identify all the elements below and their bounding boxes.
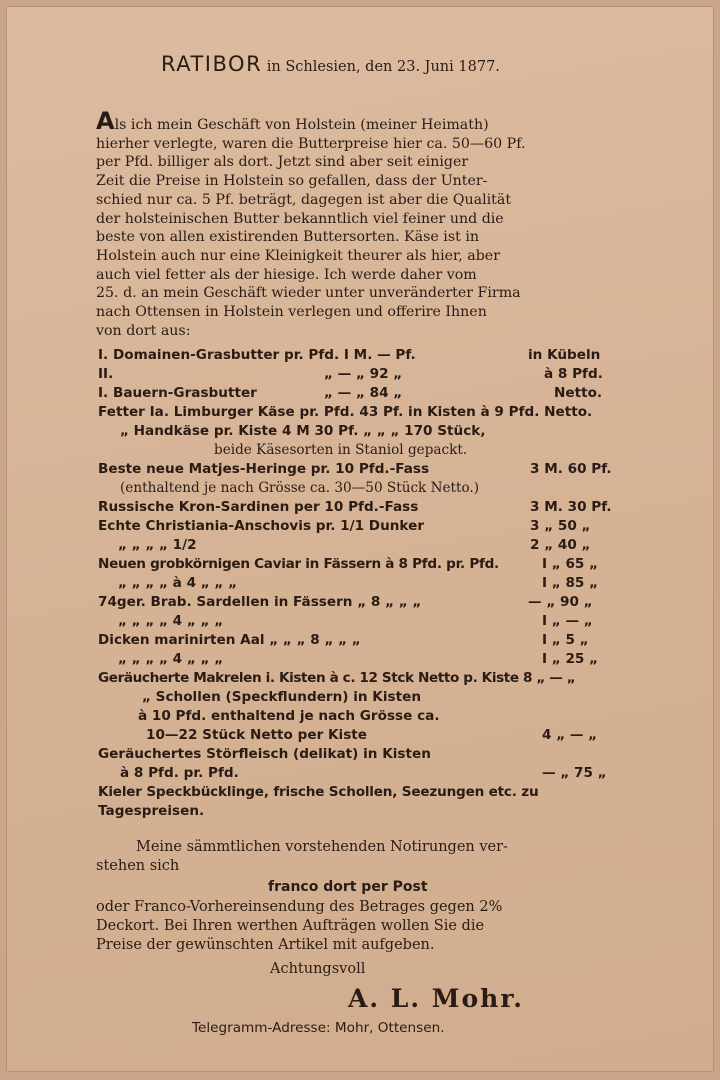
price-label: Geräucherte Makrelen i. Kisten à c. 12 Stck Netto p. Kiste 8 „ — „	[98, 670, 576, 686]
price-value: 3 M. 30 Pf.	[530, 499, 612, 515]
intro-line: nach Ottensen in Holstein verlegen und offerire Ihnen	[96, 304, 487, 321]
price-label: Russische Kron-Sardinen per 10 Pfd.-Fass	[98, 499, 419, 515]
intro-line: der holsteinischen Butter bekanntlich viel feiner und die	[96, 210, 504, 227]
signature: A. L. Mohr.	[348, 984, 524, 1013]
price-row	[94, 365, 624, 384]
price-label: Neuen grobkörnigen Caviar in Fässern à 8 Pfd. pr. Pfd.	[98, 556, 499, 572]
price-note: (enthaltend je nach Grösse ca. 30—50 Stück Netto.)	[120, 480, 480, 496]
price-value: 4 „ — „	[542, 727, 598, 743]
price-label: à 10 Pfd. enthaltend je nach Grösse ca.	[138, 708, 440, 724]
price-value: „ — „ 84 „	[324, 385, 403, 401]
intro-line: Zeit die Preise in Holstein so gefallen, dass der Unter-	[96, 173, 488, 190]
intro-line: schied nur ca. 5 Pf. beträgt, dagegen ist aber die Qualität	[96, 191, 512, 208]
price-label: 74ger. Brab. Sardellen in Fässern „ 8 „ „ „	[98, 594, 422, 610]
price-note: à 8 Pfd.	[544, 366, 603, 382]
intro-paragraph	[96, 107, 618, 340]
price-label: Kieler Speckbücklinge, frische Schollen, Seezungen etc. zu	[98, 784, 539, 800]
price-label: „ „ „ „ à 4 „ „ „	[118, 575, 238, 591]
price-label: „ „ „ „ 1/2	[118, 537, 197, 553]
price-value: I „ 85 „	[542, 575, 599, 591]
price-label: II.	[98, 366, 114, 382]
price-row	[94, 403, 624, 422]
price-label: Beste neue Matjes-Heringe pr. 10 Pfd.-Fass	[98, 461, 430, 477]
price-value: I „ 25 „	[542, 651, 599, 667]
price-note-row	[94, 479, 624, 498]
price-row	[94, 783, 624, 802]
price-label: Geräuchertes Störfleisch (delikat) in Kisten	[98, 746, 431, 762]
price-label: I. Domainen-Grasbutter pr. Pfd. I M. — Pf.	[98, 347, 416, 363]
intro-line: beste von allen existirenden Buttersorten. Käse ist in	[96, 229, 479, 246]
price-value: „ — „ 92 „	[324, 366, 403, 382]
price-value: 3 M. 60 Pf.	[530, 461, 612, 477]
price-label: „ „ „ „ 4 „ „ „	[118, 651, 224, 667]
intro-line: ls ich mein Geschäft von Holstein (meiner Heimath)	[114, 117, 489, 133]
price-row	[94, 726, 624, 745]
price-row	[94, 460, 624, 479]
price-row	[94, 745, 624, 764]
intro-line: 25. d. an mein Geschäft wieder unter unveränderter Firma	[96, 285, 521, 302]
closing-line: Deckort. Bei Ihren werthen Aufträgen wollen Sie die	[96, 918, 485, 934]
price-value: — „ 90 „	[528, 594, 593, 610]
telegram-address: Telegramm-Adresse: Mohr, Ottensen.	[192, 1020, 445, 1036]
price-row	[94, 498, 624, 517]
heading-date: in Schlesien, den 23. Juni 1877.	[266, 59, 500, 75]
price-note-row	[94, 441, 624, 460]
price-note: Netto.	[554, 385, 603, 401]
price-label: Dicken marinirten Aal „ „ „ 8 „ „ „	[98, 632, 361, 648]
price-value: — „ 75 „	[542, 765, 607, 781]
price-value: I „ 5 „	[542, 632, 589, 648]
price-row	[94, 612, 624, 631]
price-row	[94, 555, 624, 574]
postcard	[6, 6, 714, 1072]
price-row	[94, 346, 624, 365]
price-label: „ Handkäse pr. Kiste 4 M 30 Pf. „ „ „ 170 Stück,	[120, 423, 486, 439]
price-value: I „ — „	[542, 613, 593, 629]
price-list	[94, 346, 624, 821]
price-row	[94, 802, 624, 821]
price-label: Echte Christiania-Anschovis pr. 1/1 Dunker	[98, 518, 425, 534]
price-value: I „ 65 „	[542, 556, 599, 572]
price-row	[94, 536, 624, 555]
price-row	[94, 631, 624, 650]
price-row	[94, 517, 624, 536]
price-label: „ Schollen (Speckflundern) in Kisten	[142, 689, 421, 705]
price-row	[94, 764, 624, 783]
closing-line: oder Franco-Vorhereinsendung des Betrages gegen 2%	[96, 899, 503, 915]
closing-line: Meine sämmtlichen vorstehenden Notirungen ver-	[136, 839, 508, 855]
price-label: à 8 Pfd. pr. Pfd.	[120, 765, 239, 781]
price-row	[94, 650, 624, 669]
price-label: Fetter Ia. Limburger Käse pr. Pfd. 43 Pf. in Kisten à 9 Pfd. Netto.	[98, 404, 593, 420]
closing-line: Preise der gewünschten Artikel mit aufgeben.	[96, 937, 435, 953]
price-row	[94, 669, 624, 688]
intro-line: auch viel fetter als der hiesige. Ich werde daher vom	[96, 266, 477, 283]
intro-line: Holstein auch nur eine Kleinigkeit theurer als hier, aber	[96, 247, 500, 264]
intro-line: von dort aus:	[96, 322, 191, 339]
price-note: in Kübeln	[528, 347, 601, 363]
price-row	[94, 422, 624, 441]
price-value: 3 „ 50 „	[530, 518, 591, 534]
letter-heading	[161, 52, 500, 76]
price-row	[94, 574, 624, 593]
price-note: beide Käsesorten in Staniol gepackt.	[214, 442, 468, 458]
closing-line: stehen sich	[96, 858, 180, 874]
price-row	[94, 707, 624, 726]
drop-cap: A	[96, 107, 115, 135]
price-label: Tagespreisen.	[98, 803, 205, 819]
heading-city: RATIBOR	[161, 52, 263, 76]
intro-line: hierher verlegte, waren die Butterpreise hier ca. 50—60 Pf.	[96, 135, 526, 152]
price-label: I. Bauern-Grasbutter	[98, 385, 257, 401]
price-label: „ „ „ „ 4 „ „ „	[118, 613, 224, 629]
price-row	[94, 688, 624, 707]
closing-franco: franco dort per Post	[268, 879, 428, 895]
intro-line: per Pfd. billiger als dort. Jetzt sind aber seit einiger	[96, 154, 469, 171]
price-value: 2 „ 40 „	[530, 537, 591, 553]
closing-greeting: Achtungsvoll	[270, 961, 366, 977]
price-label: 10—22 Stück Netto per Kiste	[146, 727, 368, 743]
price-row	[94, 593, 624, 612]
price-row	[94, 384, 624, 403]
